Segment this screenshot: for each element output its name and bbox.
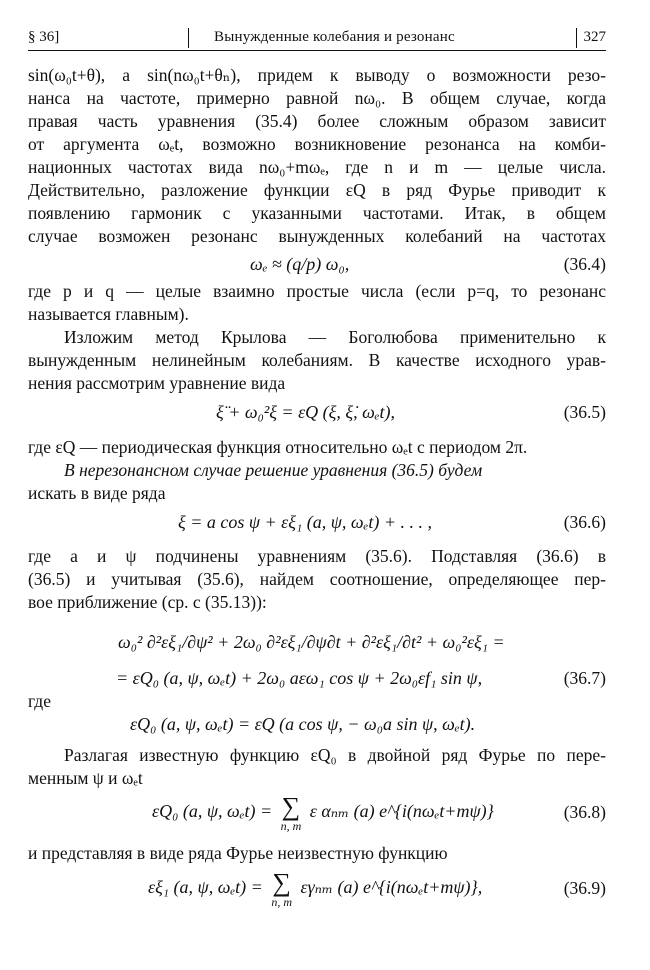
header-divider	[188, 28, 189, 48]
header-title: Вынужденные колебания и резонанс	[214, 29, 455, 45]
sum-index: n, m	[271, 895, 292, 909]
text-line: случае возможен резонанс вынужденных колебаний на частотах	[28, 226, 606, 246]
equation-rhs: ε αₙₘ (a) e^{i(nωₑt+mψ)}	[309, 801, 494, 822]
equation-body: εQ₀ (a, ψ, ωₑt) = εQ (a cos ψ, − ω₀a sin ψ, ωₑt).	[130, 714, 476, 734]
text-line: правая часть уравнения (35.4) более сложным образом зависит	[28, 111, 606, 131]
sum-index: n, m	[280, 819, 302, 833]
text-line: вое приближение (ср. с (35.13)):	[28, 592, 267, 612]
text-line: Действительно, разложение функции εQ в ряд Фурье приводит к	[28, 180, 606, 200]
equation-body	[152, 794, 494, 832]
text-line: Изложим метод Крылова — Боголюбова применительно к	[64, 327, 606, 347]
text-line: появлению гармоник с указанными частотами. Итак, в общем	[28, 203, 606, 223]
text-line: нения рассмотрим уравнение вида	[28, 373, 286, 393]
equation-36-9	[28, 866, 606, 916]
equation-36-8	[28, 790, 606, 838]
text-line: менным ψ и ωₑt	[28, 768, 143, 788]
text-line: и представляя в виде ряда Фурье неизвестную функцию	[28, 843, 448, 863]
equation-number: (36.6)	[563, 512, 606, 532]
page-number: 327	[583, 29, 606, 45]
text-line: где p и q — целые взаимно простые числа (если p=q, то резонанс	[28, 281, 606, 301]
sum-symbol: ∑ n, m	[271, 868, 292, 909]
text-line: вынужденным нелинейным колебаниям. В качестве исходного урав-	[28, 350, 606, 370]
equation-rhs: εγₙₘ (a) e^{i(nωₑt+mψ)},	[300, 877, 483, 898]
equation-number: (36.7)	[563, 668, 606, 688]
text-line: от аргумента ωₑt, возможно возникновение резонанса на комби-	[28, 134, 606, 154]
equation-number: (36.9)	[563, 878, 606, 898]
text-line: Разлагая известную функцию εQ₀ в двойной ряд Фурье по пере-	[64, 745, 606, 765]
header-rule	[28, 50, 606, 51]
text-line: нанса на частоте, примерно равной nω₀. В общем случае, когда	[28, 88, 606, 108]
equation-36-7-line1	[28, 622, 606, 666]
sum-symbol: ∑ n, m	[280, 792, 302, 833]
text-line: искать в виде ряда	[28, 483, 166, 503]
equation-number: (36.5)	[563, 402, 606, 422]
equation-body: = εQ₀ (a, ψ, ωₑt) + 2ω₀ aεω₁ cos ψ + 2ω₀εf₁ sin ψ,	[116, 668, 483, 688]
text-line: называется главным).	[28, 304, 189, 324]
equation-lhs: εξ₁ (a, ψ, ωₑt) =	[148, 877, 263, 898]
equation-number: (36.4)	[563, 254, 606, 274]
text-line: национных частотах вида nω₀+mωₑ, где n и m — целые числа.	[28, 157, 606, 177]
text-line: В нерезонансном случае решение уравнения (36.5) будем	[64, 460, 483, 480]
equation-body: ωₑ ≈ (q/p) ω₀,	[250, 254, 350, 274]
equation-36-6	[28, 508, 606, 548]
running-header	[28, 26, 606, 50]
text-line: sin(ω₀t+θ), a sin(nω₀t+θₙ), придем к выводу о возможности резо-	[28, 65, 606, 85]
equation-body: ξ = a cos ψ + εξ₁ (a, ψ, ωₑt) + . . . ,	[178, 512, 432, 532]
text-line: где εQ — периодическая функция относительно ωₑt с периодом 2π.	[28, 437, 528, 457]
section-marker: § 36]	[28, 29, 60, 45]
equation-number: (36.8)	[563, 802, 606, 822]
header-divider	[576, 28, 577, 48]
text-line: (36.5) и учитывая (35.6), найдем соотношение, определяющее пер-	[28, 569, 606, 589]
equation-36-5	[28, 396, 606, 436]
equation-body: ξ̈ + ω₀²ξ = εQ (ξ, ξ̇, ωₑt),	[216, 402, 395, 422]
text-line: где a и ψ подчинены уравнениям (35.6). Подставляя (36.6) в	[28, 546, 606, 566]
text-line: где	[28, 691, 51, 711]
equation-body: ω₀² ∂²εξ₁/∂ψ² + 2ω₀ ∂²εξ₁/∂ψ∂t + ∂²εξ₁/∂t² + ω₀²εξ₁ =	[118, 632, 505, 652]
equation-lhs: εQ₀ (a, ψ, ωₑt) =	[152, 801, 273, 822]
equation-body	[148, 870, 482, 908]
